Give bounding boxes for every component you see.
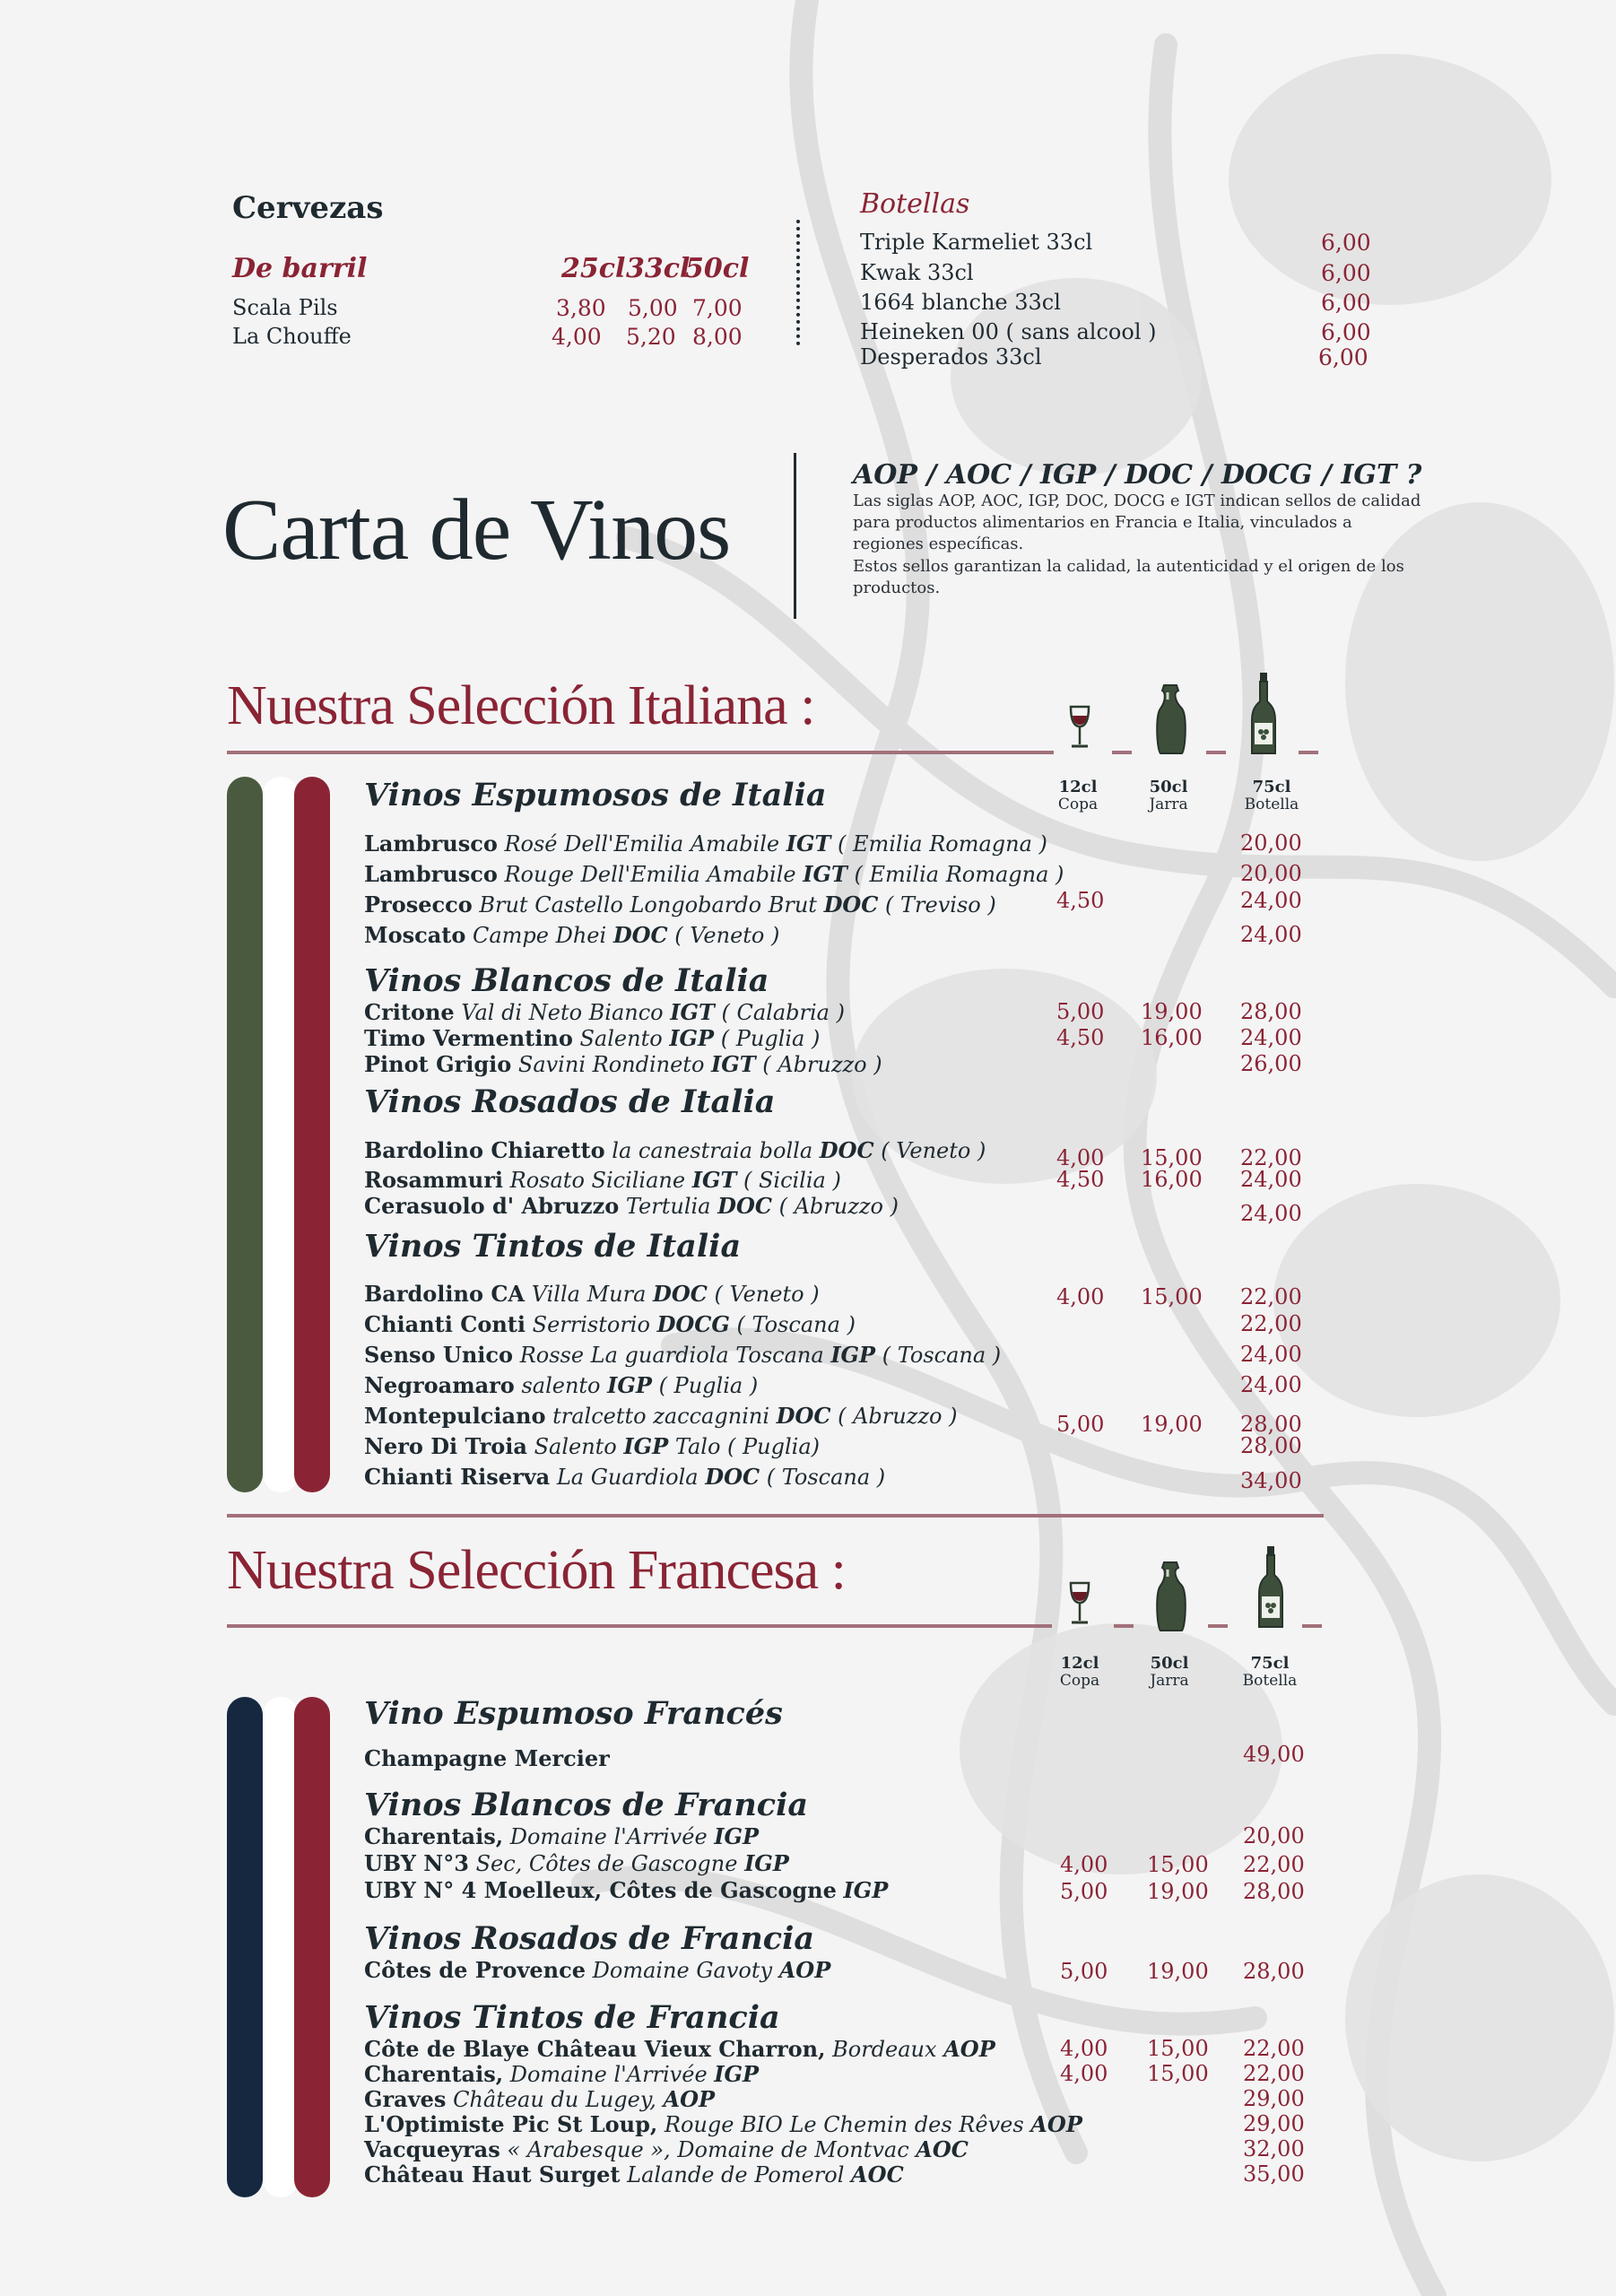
price-botella: 26,00: [1240, 1051, 1302, 1076]
wine-label: IGP: [669, 1025, 715, 1051]
italian-dash: [1112, 751, 1132, 754]
wine-category-title: Vinos Espumosos de Italia: [364, 777, 827, 813]
wine-item: [364, 1051, 882, 1077]
italian-dash: [1299, 751, 1318, 754]
price-copa: 4,00: [1060, 2061, 1108, 2086]
wine-item: [364, 2111, 1082, 2137]
wine-item: [364, 2061, 759, 2087]
aop-title: AOP / AOC / IGP / DOC / DOCG / IGT ?: [853, 459, 1422, 491]
price-jarra: 15,00: [1147, 2036, 1209, 2061]
draft-price: 8,00: [692, 324, 743, 350]
wine-description: Rosé Dell'Emilia Amabile: [504, 831, 780, 857]
wine-name: Chianti Riserva: [364, 1464, 551, 1490]
price-jarra: 19,00: [1147, 1879, 1209, 1904]
price-jarra: 15,00: [1141, 1145, 1203, 1170]
flag-bar-white: [263, 1697, 299, 2197]
wine-name: Senso Unico: [364, 1342, 514, 1368]
wine-name: Pinot Grigio: [364, 1051, 512, 1077]
wine-description: salento: [521, 1373, 601, 1398]
wine-description: Domaine Gavoty: [592, 1958, 773, 1983]
wine-description: Château du Lugey,: [453, 2087, 656, 2112]
wine-label: IGT: [803, 861, 847, 887]
price-copa: 4,00: [1060, 2036, 1108, 2061]
bottle-price: 6,00: [1321, 260, 1371, 286]
wine-item: [364, 922, 779, 948]
wine-category-title: Vinos Tintos de Italia: [364, 1228, 742, 1265]
wine-name: Côte de Blaye Château Vieux Charron,: [364, 2036, 826, 2062]
col-head-jarra: 50cl Jarra: [1149, 778, 1188, 813]
wine-name: L'Optimiste Pic St Loup,: [364, 2111, 658, 2137]
wine-item: [364, 1957, 830, 1983]
wine-name: Lambrusco: [364, 861, 498, 887]
wine-name: Prosecco: [364, 891, 473, 918]
wine-region: ( Emilia Romagna ): [854, 862, 1064, 887]
wine-label: DOC: [823, 891, 879, 918]
price-botella: 22,00: [1243, 2036, 1305, 2061]
wine-description: tralcetto zaccagnini: [552, 1404, 769, 1429]
french-dash: [1302, 1624, 1322, 1628]
wine-category-title: Vinos Tintos de Francia: [364, 1999, 780, 2036]
wine-label: IGT: [691, 1167, 737, 1193]
price-botella: 20,00: [1240, 861, 1302, 886]
wine-description: Salento: [534, 1434, 617, 1459]
wine-name: Negroamaro: [364, 1372, 515, 1398]
page-title: Carta de Vinos: [222, 482, 731, 578]
bottle-name: Heineken 00 ( sans alcool ): [860, 319, 1157, 344]
wine-name: Charentais,: [364, 2061, 504, 2087]
price-botella: 24,00: [1240, 1342, 1302, 1367]
price-botella: 24,00: [1240, 1201, 1302, 1226]
wine-category-title: Vinos Rosados de Francia: [364, 1920, 815, 1957]
bottle-name: 1664 blanche 33cl: [860, 290, 1061, 315]
price-botella: 28,00: [1240, 1412, 1302, 1437]
price-copa: 4,50: [1056, 888, 1105, 913]
wine-name: Timo Vermentino: [364, 1025, 573, 1051]
wine-region: ( Veneto ): [714, 1282, 820, 1307]
wine-item: [364, 2161, 904, 2187]
wine-category-title: Vino Espumoso Francés: [364, 1695, 783, 1732]
price-botella: 34,00: [1240, 1468, 1302, 1493]
price-botella: 32,00: [1243, 2136, 1305, 2161]
price-botella: 28,00: [1240, 1433, 1302, 1458]
price-botella: 28,00: [1243, 1879, 1305, 1904]
price-copa: 4,00: [1056, 1145, 1105, 1170]
price-copa: 4,50: [1056, 1025, 1105, 1050]
bottle-name: Desperados 33cl: [860, 344, 1042, 370]
price-botella: 24,00: [1240, 922, 1302, 947]
wine-region: ( Abruzzo ): [762, 1052, 882, 1077]
wine-description: Brut Castello Longobardo Brut: [479, 892, 817, 918]
title-divider: [794, 453, 796, 619]
wine-item: [364, 861, 1064, 887]
col-head-copa: 12cl Copa: [1057, 778, 1099, 813]
beer-divider: [796, 220, 800, 345]
wine-item: [364, 1877, 888, 1903]
wine-name: Graves: [364, 2086, 447, 2112]
flag-bar-white: [263, 777, 299, 1492]
wine-region: ( Puglia ): [658, 1373, 759, 1398]
col-head-botella: 75cl Botella: [1242, 1654, 1298, 1690]
price-copa: 5,00: [1060, 1879, 1108, 1904]
wine-category-title: Vinos Rosados de Italia: [364, 1083, 776, 1120]
wine-description: Domaine l'Arrivée: [509, 1824, 708, 1849]
wine-item: [364, 1281, 820, 1307]
wine-label: IGP: [830, 1342, 876, 1368]
wine-bottle-icon: [1250, 671, 1277, 757]
price-botella: 20,00: [1240, 831, 1302, 856]
wine-name: Lambrusco: [364, 831, 498, 857]
wine-name: Bardolino Chiaretto: [364, 1137, 605, 1163]
draft-price: 5,00: [628, 295, 678, 321]
wine-name: Charentais,: [364, 1823, 504, 1849]
carafe-icon: [1155, 683, 1187, 755]
price-jarra: 15,00: [1147, 2061, 1209, 2086]
wine-label: AOP: [1030, 2111, 1082, 2137]
wine-description: Rouge Dell'Emilia Amabile: [504, 862, 796, 887]
aop-description-2: Estos sellos garantizan la calidad, la autenticidad y el origen de los productos.: [853, 557, 1404, 597]
italian-title-underline: [227, 751, 1054, 754]
price-botella: 28,00: [1243, 1959, 1305, 1984]
price-botella: 22,00: [1240, 1145, 1302, 1170]
wine-region: Talo ( Puglia): [674, 1434, 821, 1459]
wine-name: Montepulciano: [364, 1403, 546, 1429]
wine-glass-icon: [1065, 1581, 1094, 1628]
wine-item: [364, 2136, 969, 2162]
price-jarra: 19,00: [1141, 999, 1203, 1024]
italian-selection-title: Nuestra Selección Italiana :: [227, 675, 815, 736]
wine-name: Cerasuolo d' Abruzzo: [364, 1193, 620, 1219]
price-copa: 4,50: [1056, 1167, 1105, 1192]
flag-bar-green: [227, 777, 263, 1492]
draft-price: 5,20: [626, 324, 676, 350]
wine-description: Rosato Siciliane: [509, 1168, 686, 1193]
price-jarra: 19,00: [1141, 1412, 1203, 1437]
draft-title: De barril: [232, 253, 368, 284]
wine-region: ( Puglia ): [720, 1026, 821, 1051]
wine-label: IGP: [744, 1850, 789, 1876]
wine-region: ( Veneto ): [881, 1138, 986, 1163]
draft-price: 3,80: [556, 295, 606, 321]
draft-beer-name: Scala Pils: [232, 295, 338, 320]
wine-item: [364, 891, 996, 918]
price-botella: 24,00: [1240, 1025, 1302, 1050]
price-botella: 22,00: [1243, 2061, 1305, 2086]
wine-item: [364, 831, 1047, 857]
price-botella: 22,00: [1240, 1311, 1302, 1336]
wine-item: [364, 1137, 986, 1163]
wine-glass-icon: [1065, 705, 1094, 752]
price-botella: 29,00: [1243, 2111, 1305, 2136]
wine-item: [364, 2086, 715, 2112]
wine-description: Lalande de Pomerol: [627, 2162, 845, 2187]
wine-name: Moscato: [364, 922, 466, 948]
wine-region: ( Toscana ): [766, 1465, 886, 1490]
wine-bottle-icon: [1257, 1544, 1284, 1631]
price-copa: 5,00: [1056, 999, 1105, 1024]
wine-label: AOP: [778, 1957, 831, 1983]
price-botella: 49,00: [1243, 1742, 1305, 1767]
price-botella: 24,00: [1240, 888, 1302, 913]
price-botella: 24,00: [1240, 1372, 1302, 1397]
aop-description: Las siglas AOP, AOC, IGP, DOC, DOCG e IGT indican sellos de calidad para productos alimentarios en Francia e Italia, vinculados a regiones específicas.: [853, 491, 1421, 553]
bottle-price: 6,00: [1321, 319, 1371, 345]
price-botella: 28,00: [1240, 999, 1302, 1024]
wine-description: La Guardiola: [556, 1465, 699, 1490]
flag-bar-blue: [227, 1697, 263, 2197]
wine-description: Campe Dhei: [472, 923, 607, 948]
wine-item: [364, 1311, 856, 1337]
wine-label: DOC: [776, 1403, 831, 1429]
wine-item: [364, 1850, 789, 1876]
wine-label: IGP: [714, 2061, 760, 2087]
italian-bottom-rule: [227, 1514, 1324, 1518]
wine-item: [364, 1745, 610, 1771]
wine-label: AOC: [916, 2136, 969, 2162]
price-jarra: 15,00: [1141, 1284, 1203, 1309]
bottle-price: 6,00: [1321, 290, 1371, 316]
wine-label: DOC: [705, 1464, 760, 1490]
french-selection-title: Nuestra Selección Francesa :: [227, 1540, 846, 1601]
wine-description: Sec, Côtes de Gascogne: [475, 1851, 738, 1876]
col-head-jarra: 50cl Jarra: [1150, 1654, 1189, 1690]
wine-item: [364, 1823, 759, 1849]
bottle-name: Triple Karmeliet 33cl: [860, 230, 1093, 255]
wine-label: DOC: [819, 1137, 874, 1163]
wine-name: Côtes de Provence: [364, 1957, 586, 1983]
price-botella: 35,00: [1243, 2161, 1305, 2187]
price-botella: 20,00: [1243, 1823, 1305, 1848]
french-title-underline: [227, 1624, 1052, 1628]
beer-title: Cervezas: [232, 190, 384, 226]
wine-region: ( Toscana ): [736, 1312, 856, 1337]
wine-item: [364, 1433, 820, 1459]
wine-item: [364, 1372, 758, 1398]
price-botella: 29,00: [1243, 2086, 1305, 2111]
italian-dash: [1206, 751, 1226, 754]
wine-label: IGT: [670, 999, 715, 1025]
wine-label: DOC: [653, 1281, 708, 1307]
wine-description: Domaine l'Arrivée: [509, 2062, 708, 2087]
draft-price: 4,00: [552, 324, 602, 350]
wine-name: Champagne Mercier: [364, 1745, 610, 1771]
col-head-copa: 12cl Copa: [1059, 1654, 1100, 1690]
french-dash: [1208, 1624, 1228, 1628]
wine-description: Tertulia: [625, 1194, 711, 1219]
wine-description: Val di Neto Bianco: [461, 1000, 664, 1025]
wine-name: Vacqueyras: [364, 2136, 500, 2162]
wine-item: [364, 1464, 885, 1490]
wine-region: ( Abruzzo ): [838, 1404, 958, 1429]
wine-region: ( Abruzzo ): [778, 1194, 899, 1219]
wine-description: Serristorio: [532, 1312, 650, 1337]
wine-label: IGP: [714, 1823, 760, 1849]
wine-description: la canestraia bolla: [612, 1138, 813, 1163]
wine-label: DOC: [613, 922, 668, 948]
wine-name: Critone: [364, 999, 455, 1025]
price-copa: 4,00: [1056, 1284, 1105, 1309]
wine-region: ( Treviso ): [885, 892, 996, 918]
wine-description: Salento: [579, 1026, 663, 1051]
wine-name: Chianti Conti: [364, 1311, 526, 1337]
wine-label: IGT: [711, 1051, 756, 1077]
wine-region: ( Toscana ): [882, 1343, 1002, 1368]
price-botella: 22,00: [1243, 1852, 1305, 1877]
bottles-title: Botellas: [860, 188, 970, 220]
wine-name: Château Haut Surget: [364, 2161, 621, 2187]
wine-description: Villa Mura: [531, 1282, 647, 1307]
wine-label: IGP: [843, 1877, 889, 1903]
wine-item: [364, 1025, 820, 1051]
price-botella: 22,00: [1240, 1284, 1302, 1309]
price-copa: 4,00: [1060, 1852, 1108, 1877]
draft-price: 7,00: [692, 295, 743, 321]
wine-name: Bardolino CA: [364, 1281, 526, 1307]
price-botella: 24,00: [1240, 1167, 1302, 1192]
bottle-name: Kwak 33cl: [860, 260, 974, 285]
wine-description: Rouge BIO Le Chemin des Rêves: [664, 2112, 1024, 2137]
wine-name: Nero Di Troia: [364, 1433, 527, 1459]
wine-item: [364, 1167, 841, 1193]
french-dash: [1114, 1624, 1134, 1628]
price-copa: 5,00: [1056, 1412, 1105, 1437]
price-copa: 5,00: [1060, 1959, 1108, 1984]
wine-name: UBY N° 4 Moelleux, Côtes de Gascogne: [364, 1877, 837, 1903]
wine-name: Rosammuri: [364, 1167, 504, 1193]
wine-region: ( Sicilia ): [743, 1168, 841, 1193]
wine-description: Rosse La guardiola Toscana: [519, 1343, 824, 1368]
flag-bar-red: [294, 1697, 330, 2197]
wine-name: UBY N°3: [364, 1850, 469, 1876]
price-jarra: 16,00: [1141, 1167, 1203, 1192]
wine-label: IGP: [607, 1372, 652, 1398]
wine-category-title: Vinos Blancos de Italia: [364, 962, 769, 999]
size-25cl: 25cl: [561, 253, 626, 284]
wine-region: ( Veneto ): [674, 923, 780, 948]
price-jarra: 19,00: [1147, 1959, 1209, 1984]
draft-beer-name: La Chouffe: [232, 324, 352, 349]
wine-item: [364, 1193, 899, 1219]
col-head-botella: 75cl Botella: [1244, 778, 1299, 813]
wine-description: « Arabesque », Domaine de Montvac: [507, 2137, 909, 2162]
wine-label: AOP: [943, 2036, 995, 2062]
wine-region: ( Emilia Romagna ): [837, 831, 1047, 857]
wine-category-title: Vinos Blancos de Francia: [364, 1787, 809, 1823]
wine-region: ( Calabria ): [721, 1000, 845, 1025]
wine-label: IGT: [786, 831, 831, 857]
wine-label: AOP: [663, 2086, 716, 2112]
wine-item: [364, 1342, 1001, 1368]
wine-label: IGP: [623, 1433, 669, 1459]
wine-item: [364, 1403, 957, 1429]
bottle-price: 6,00: [1318, 344, 1368, 370]
price-jarra: 16,00: [1141, 1025, 1203, 1050]
size-50cl: 50cl: [685, 253, 750, 284]
wine-item: [364, 999, 845, 1025]
flag-bar-red: [294, 777, 330, 1492]
carafe-icon: [1155, 1561, 1187, 1632]
wine-label: DOCG: [656, 1311, 730, 1337]
size-33cl: 33cl: [626, 253, 691, 284]
price-jarra: 15,00: [1147, 1852, 1209, 1877]
bottle-price: 6,00: [1321, 230, 1371, 256]
wine-description: Savini Rondineto: [517, 1052, 705, 1077]
wine-label: DOC: [717, 1193, 772, 1219]
wine-item: [364, 2036, 995, 2062]
wine-label: AOC: [851, 2161, 904, 2187]
wine-description: Bordeaux: [832, 2037, 937, 2062]
